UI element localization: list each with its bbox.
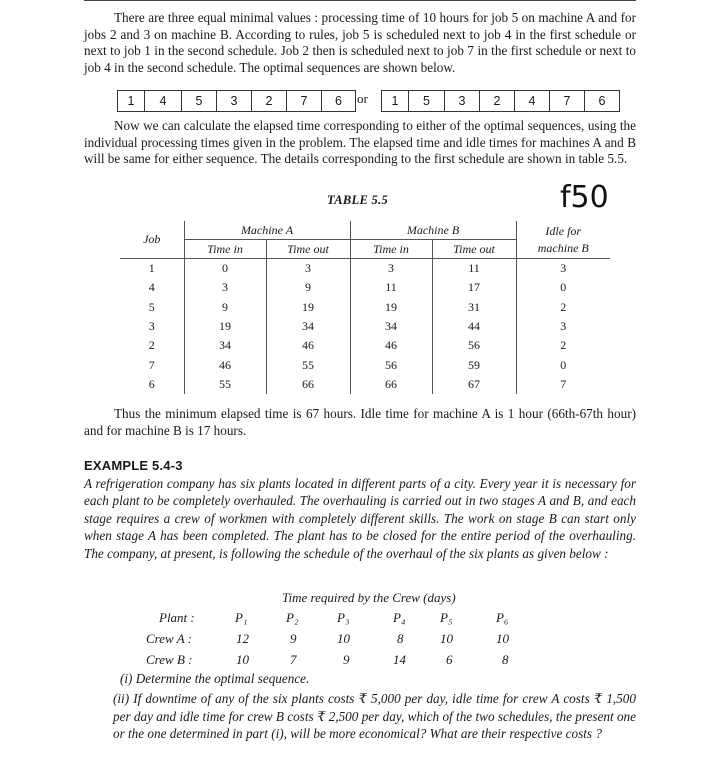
top-rule [84,0,636,1]
a-in-cell: 3 [184,278,266,297]
table-row [120,317,610,336]
crew-b-cell: 7 [290,652,297,667]
table-row [120,259,610,279]
job-cell: 6 [148,376,155,391]
seq1-cell: 3 [217,91,252,111]
a-in-cell: 0 [184,259,266,279]
sequence-or-label: or [357,91,368,106]
paragraph-optimal-values: There are three equal minimal values : processing time of 10 hours for job 5 on machine A and for jobs 2 and 3 on machine B. According to rules, job 5 is scheduled next to job 4 in the first schedule or next to job 1 in the second schedule. Job 2 then is scheduled next to job 7 in the first schedule or next to job 4 in the second schedule. The optimal sequences are shown below. [84,10,636,75]
crew-table-title: Time required by the Crew (days) [282,590,456,605]
plant-cell: P₄ [393,610,406,625]
machine-b-time-in-header: Time in [350,240,432,259]
sequence-one [117,90,356,112]
a-out-cell: 34 [266,317,350,336]
handwritten-stamp: f50 [560,180,609,215]
crew-a-cell: 12 [236,631,249,646]
a-in-cell: 46 [184,355,266,374]
a-in-cell: 19 [184,317,266,336]
table-row [120,336,610,355]
crew-b-cell: 10 [236,652,249,667]
machine-b-header: Machine B [350,221,516,240]
crew-a-cell: 10 [496,631,509,646]
machine-a-header: Machine A [184,221,350,240]
crew-a-cell: 10 [337,631,350,646]
job-cell: 2 [148,338,155,353]
a-in-cell: 9 [184,298,266,317]
b-out-cell: 67 [432,375,516,394]
job-header: Job [120,221,184,259]
crew-a-cell: 9 [290,631,297,646]
b-in-cell: 3 [350,259,432,279]
job-cell: 3 [148,319,155,334]
machine-a-time-out-header: Time out [266,240,350,259]
seq2-cell: 5 [409,91,445,111]
example-title: EXAMPLE 5.4-3 [84,458,183,473]
b-in-cell: 56 [350,355,432,374]
b-in-cell: 34 [350,317,432,336]
seq2-cell: 2 [480,91,515,111]
job-cell: 4 [148,280,155,295]
crew-b-cell: 9 [343,652,350,667]
job-cell: 1 [148,261,155,276]
table-title: TABLE 5.5 [327,193,389,207]
table-5-5 [120,221,610,394]
seq2-cell: 7 [550,91,585,111]
b-in-cell: 19 [350,298,432,317]
seq2-cell: 3 [445,91,480,111]
table-row [120,278,610,297]
crew-b-cell: 6 [446,652,453,667]
crew-b-cell: 14 [393,652,406,667]
sequence-two [381,90,620,112]
b-in-cell: 11 [350,278,432,297]
plant-cell: P₃ [337,610,350,625]
seq1-cell: 4 [145,91,182,111]
b-in-cell: 66 [350,375,432,394]
a-out-cell: 66 [266,375,350,394]
b-out-cell: 17 [432,278,516,297]
job-cell: 7 [148,357,155,372]
a-out-cell: 19 [266,298,350,317]
machine-a-time-in-header: Time in [184,240,266,259]
plant-cell: P₆ [496,610,509,625]
seq2-cell: 1 [382,91,409,111]
seq1-cell: 7 [287,91,322,111]
idle-cell: 0 [516,355,610,374]
idle-cell: 3 [516,317,610,336]
b-out-cell: 11 [432,259,516,279]
crew-b-cell: 8 [502,652,509,667]
plant-cell: P₂ [286,610,299,625]
b-in-cell: 46 [350,336,432,355]
question-two: (ii) If downtime of any of the six plants costs ₹ 5,000 per day, idle time for crew A costs ₹ 1,500 per day and idle time for crew B costs ₹ 2,500 per day, which of the two schedules, the present one or the one determined in part (i), will be more economical? What are their respective costs ? [113,691,636,742]
idle-cell: 2 [516,298,610,317]
seq2-cell: 4 [515,91,550,111]
crew-a-cell: 8 [397,631,404,646]
seq2-cell: 6 [598,94,606,108]
seq1-cell: 2 [252,91,287,111]
a-out-cell: 3 [266,259,350,279]
table-row [120,375,610,394]
a-out-cell: 9 [266,278,350,297]
crew-a-label: Crew A : [146,631,192,646]
job-cell: 5 [148,299,155,314]
b-out-cell: 31 [432,298,516,317]
b-out-cell: 44 [432,317,516,336]
paragraph-conclusion: Thus the minimum elapsed time is 67 hours. Idle time for machine A is 1 hour (66th-67th hour) and for machine B is 17 hours. [84,406,636,438]
a-out-cell: 46 [266,336,350,355]
plant-cell: P₁ [235,610,248,625]
a-out-cell: 55 [266,355,350,374]
b-out-cell: 56 [432,336,516,355]
idle-cell: 7 [516,375,610,394]
idle-cell: 0 [516,278,610,297]
seq1-cell: 6 [335,94,342,108]
example-text: A refrigeration company has six plants located in different parts of a city. Every year it is necessary for each plant to be completely overhauled. The overhauling is carried out in two stages A and B, and each stage requires a crew of workmen with completely different skills. The work on stage B can start only when stage A has been completed. The plant has to be closed for the entire period of the overhauling. The company, at present, is following the schedule of the overhaul of the six plants as given below : [84,476,636,561]
question-one: (i) Determine the optimal sequence. [120,671,310,686]
seq1-cell: 1 [118,91,145,111]
idle-cell: 2 [516,336,610,355]
idle-cell: 3 [516,259,610,279]
plant-label: Plant : [159,610,195,625]
seq1-cell: 5 [182,91,217,111]
plant-cell: P₅ [440,610,453,625]
table-row [120,298,610,317]
table-row [120,355,610,374]
b-out-cell: 59 [432,355,516,374]
idle-header: Idle for machine B [516,221,610,259]
paragraph-elapsed-time: Now we can calculate the elapsed time corresponding to either of the optimal sequences, using the individual processing times given in the problem. The elapsed time and idle times for machines A and B will be same for either sequence. The details corresponding to the first schedule are shown in table 5.5. [84,118,636,167]
a-in-cell: 34 [184,336,266,355]
crew-b-label: Crew B : [146,652,193,667]
crew-a-cell: 10 [440,631,453,646]
a-in-cell: 55 [184,375,266,394]
machine-b-time-out-header: Time out [432,240,516,259]
